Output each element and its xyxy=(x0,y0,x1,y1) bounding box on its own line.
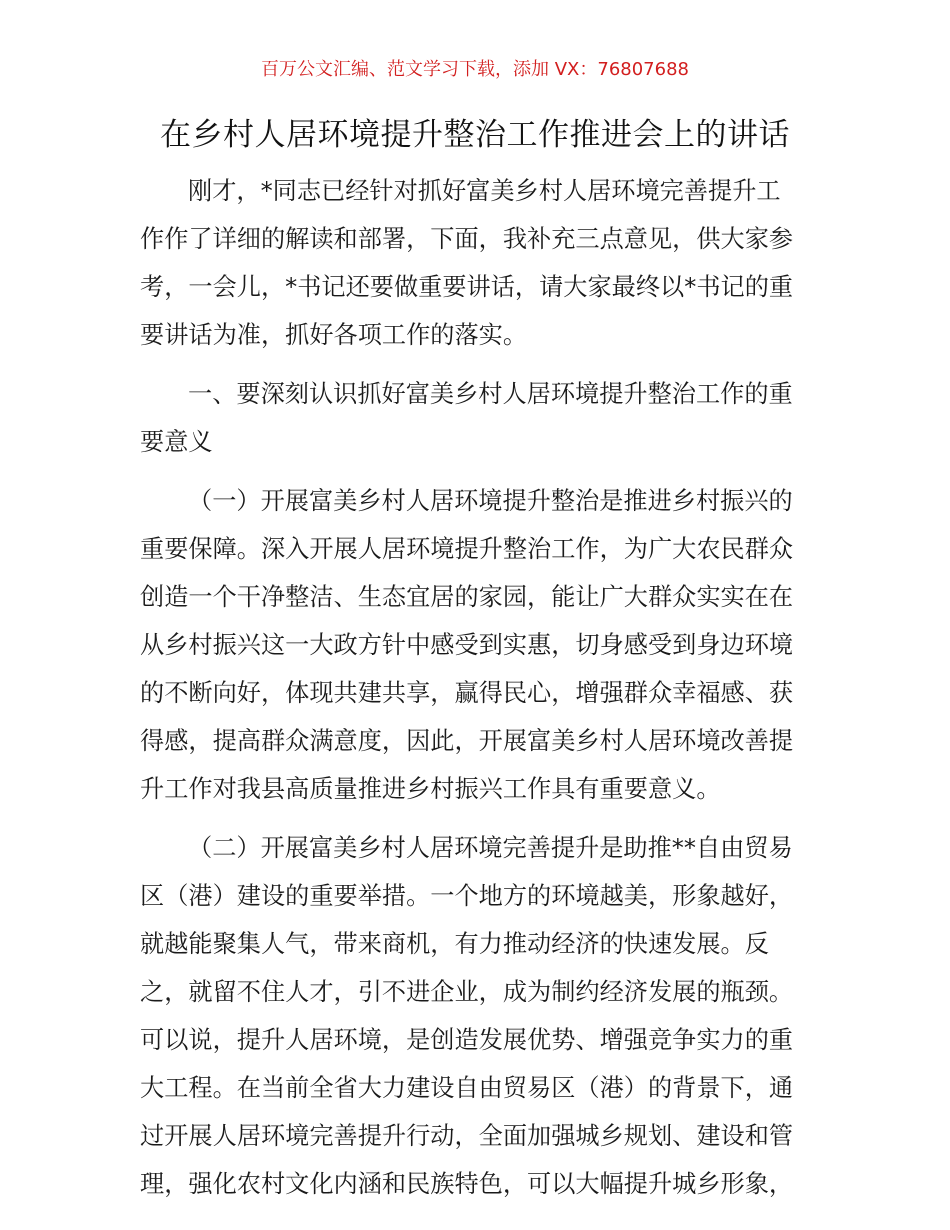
text-line: （一）开展富美乡村人居环境提升整治是推进乡村振兴的 xyxy=(188,487,793,515)
header-banner: 百万公文汇编、范文学习下载，添加 VX：76807688 xyxy=(261,59,689,80)
text-line: 要意义 xyxy=(140,428,213,456)
text-line: 一、要深刻认识抓好富美乡村人居环境提升整治工作的重 xyxy=(188,380,793,408)
text-line: 作作了详细的解读和部署，下面，我补充三点意见，供大家参 xyxy=(140,225,794,253)
text-line: 升工作对我县高质量推进乡村振兴工作具有重要意义。 xyxy=(140,775,721,803)
paragraph-section-heading xyxy=(140,370,812,466)
text-line: 从乡村振兴这一大政方针中感受到实惠，切身感受到身边环境 xyxy=(140,631,794,659)
text-line: 大工程。在当前全省大力建设自由贸易区（港）的背景下，通 xyxy=(140,1074,794,1102)
text-line: 可以说，提升人居环境，是创造发展优势、增强竞争实力的重 xyxy=(140,1026,794,1054)
document-body xyxy=(140,167,812,1219)
text-line: 区（港）建设的重要举措。一个地方的环境越美，形象越好， xyxy=(140,882,794,910)
paragraph-intro xyxy=(140,167,812,359)
text-line: 考，一会儿，*书记还要做重要讲话，请大家最终以*书记的重 xyxy=(140,273,794,301)
text-line: 就越能聚集人气，带来商机，有力推动经济的快速发展。反 xyxy=(140,930,769,958)
text-line: 过开展人居环境完善提升行动，全面加强城乡规划、建设和管 xyxy=(140,1122,794,1150)
paragraph-point-two xyxy=(140,824,812,1208)
text-line: 要讲话为准，抓好各项工作的落实。 xyxy=(140,321,528,349)
text-line: 得感，提高群众满意度，因此，开展富美乡村人居环境改善提 xyxy=(140,727,794,755)
text-line: 之，就留不住人才，引不进企业，成为制约经济发展的瓶颈。 xyxy=(140,978,794,1006)
paragraph-point-one xyxy=(140,477,812,813)
text-line: （二）开展富美乡村人居环境完善提升是助推**自由贸易 xyxy=(188,834,793,862)
text-line: 创造一个干净整洁、生态宜居的家园，能让广大群众实实在在 xyxy=(140,583,794,611)
text-line: 重要保障。深入开展人居环境提升整治工作，为广大农民群众 xyxy=(140,535,794,563)
text-line: 的不断向好，体现共建共享，赢得民心，增强群众幸福感、获 xyxy=(140,679,794,707)
document-title: 在乡村人居环境提升整治工作推进会上的讲话 xyxy=(160,117,790,153)
text-line: 刚才，*同志已经针对抓好富美乡村人居环境完善提升工 xyxy=(188,177,781,205)
text-line: 理，强化农村文化内涵和民族特色，可以大幅提升城乡形象， xyxy=(140,1170,794,1198)
